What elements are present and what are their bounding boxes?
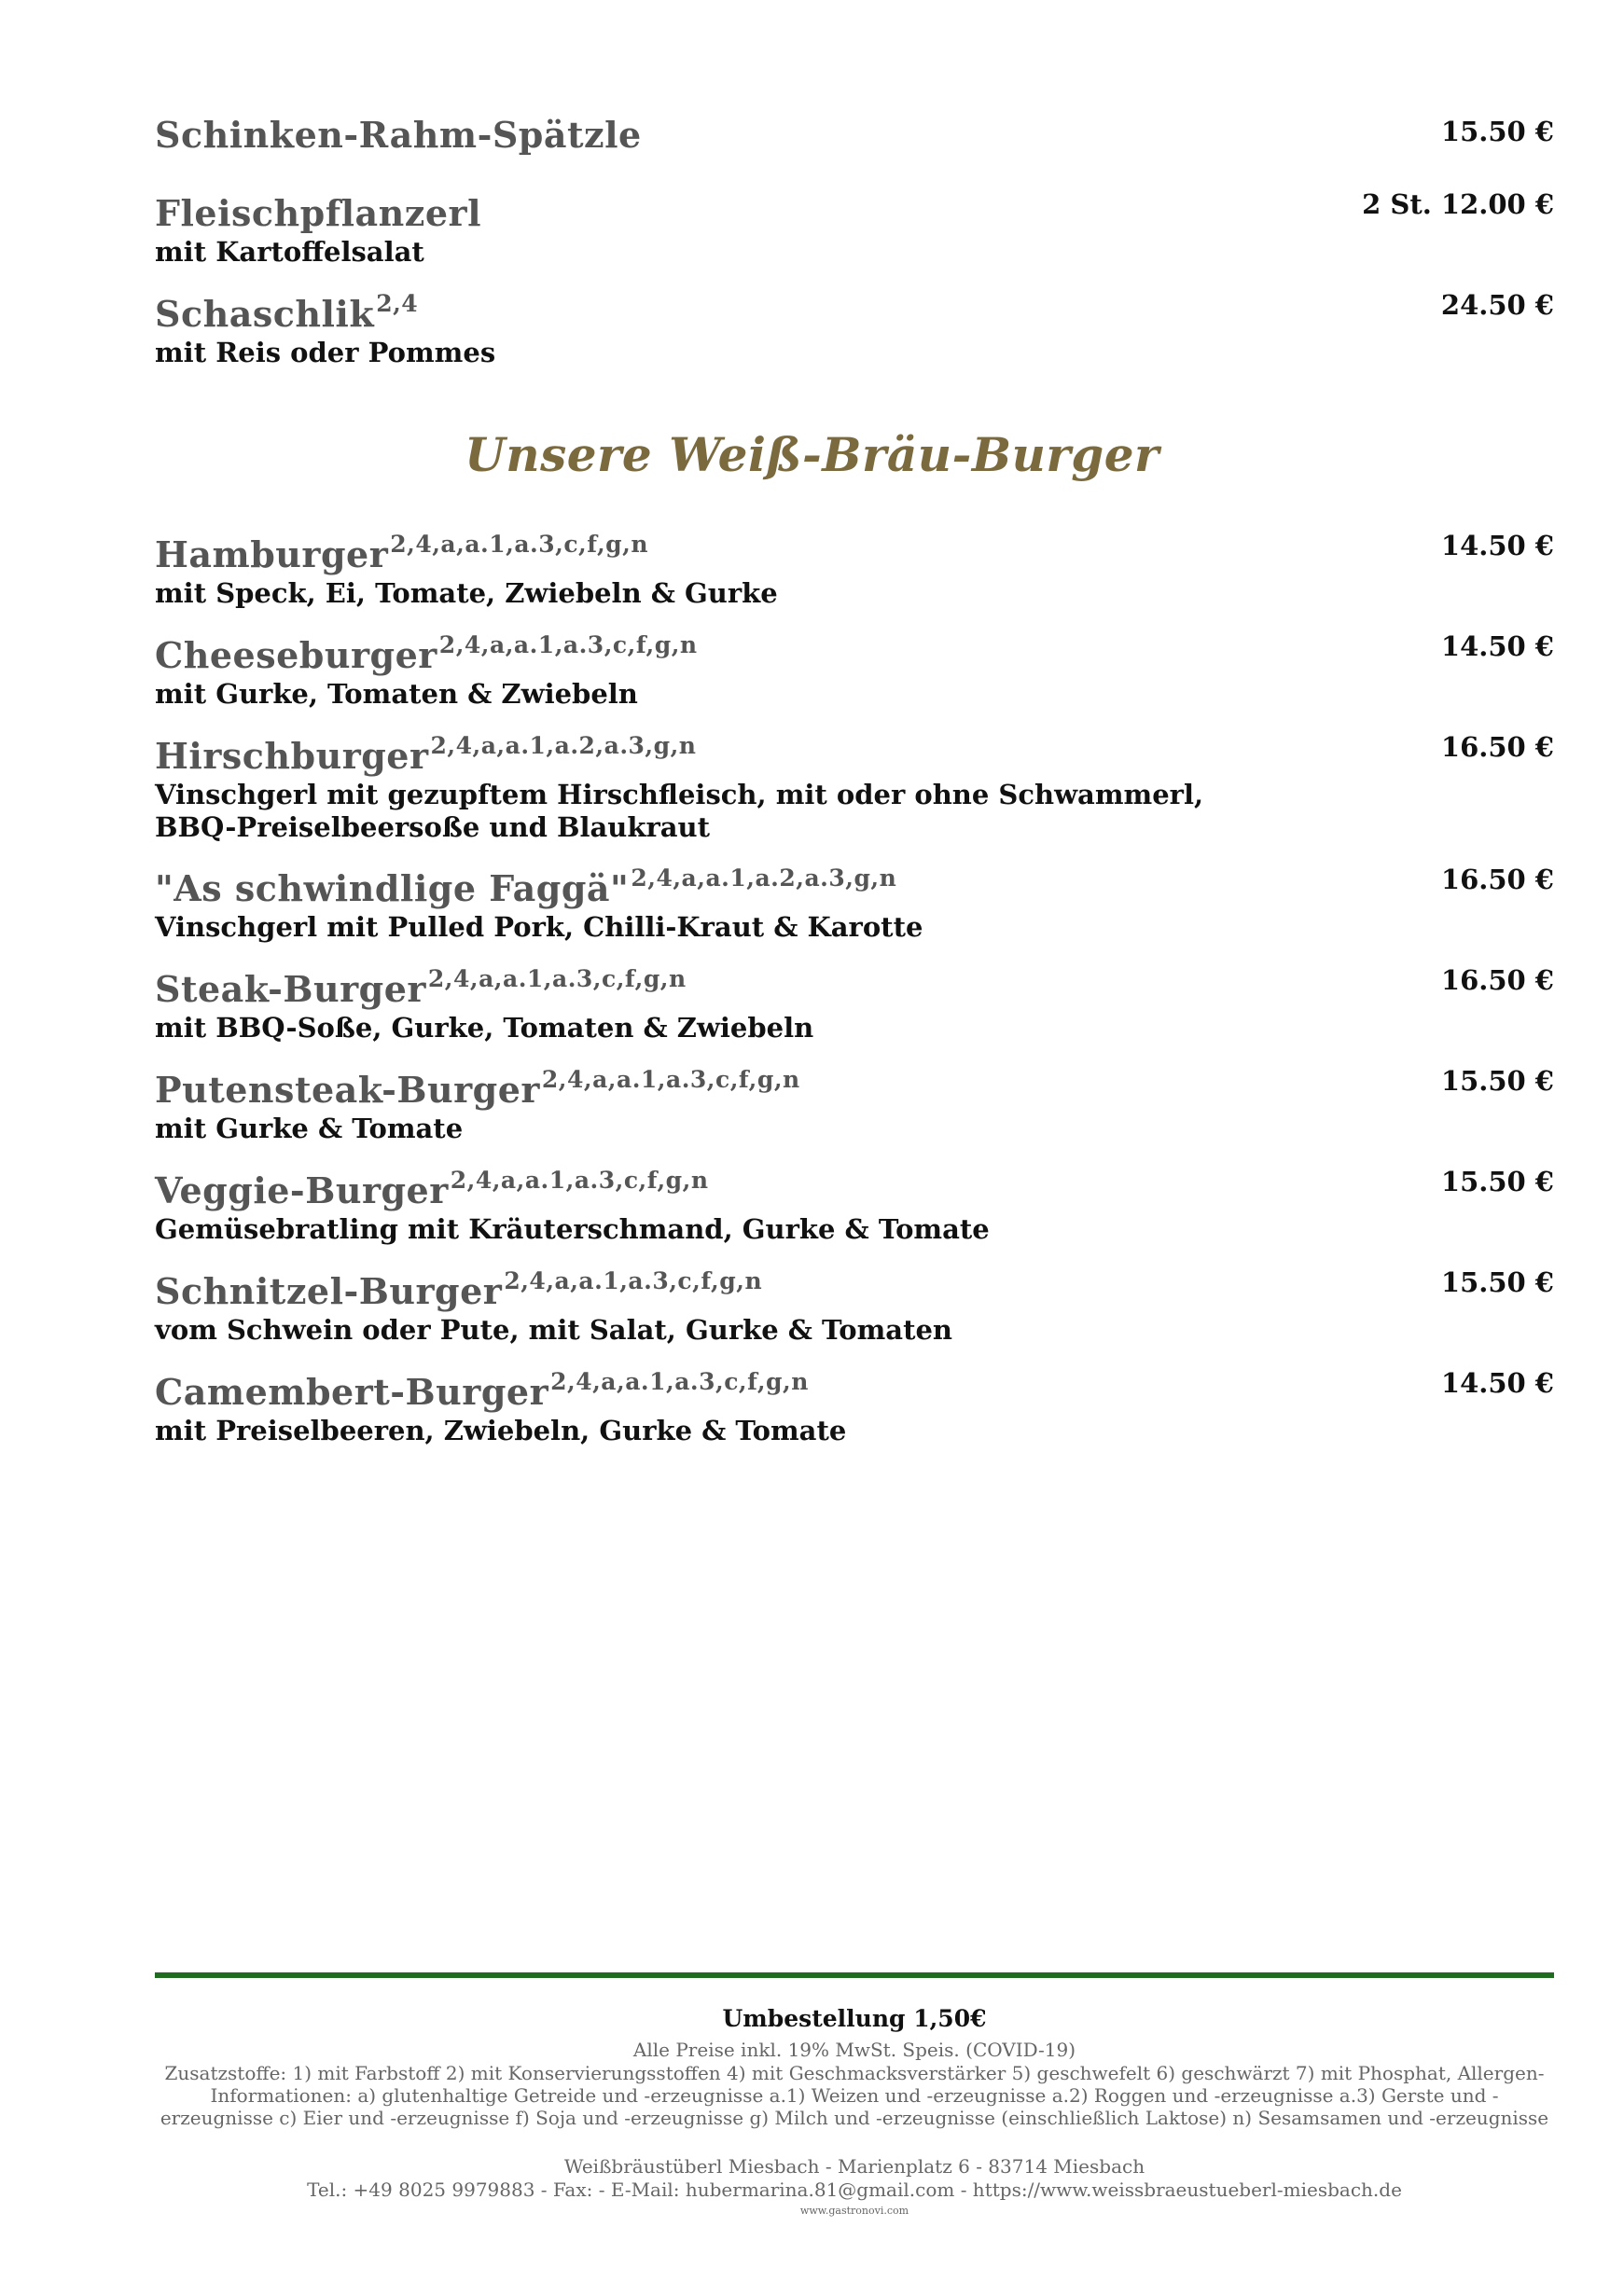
item-price: 24.50 € (1440, 289, 1554, 321)
item-name: Fleischpflanzerl (155, 192, 481, 234)
item-price: 15.50 € (1440, 1166, 1554, 1197)
item-name: Schinken-Rahm-Spätzle (155, 114, 642, 156)
item-price: 16.50 € (1440, 864, 1554, 895)
allergen-codes: 2,4,a,a.1,a.3,c,f,g,n (438, 631, 698, 658)
order-fee-note: Umbestellung 1,50€ (722, 2005, 987, 2032)
item-name: Hirschburger$^{2,4,a,a.1,a.2,a.3,g,n}$ (155, 732, 697, 777)
item-price: 14.50 € (1440, 1367, 1554, 1399)
item-price: 14.50 € (1440, 530, 1554, 561)
item-description: mit Kartoffelsalat (155, 236, 424, 268)
footer-divider (155, 1972, 1554, 1978)
item-name: Hamburger$^{2,4,a,a.1,a.3,c,f,g,n}$ (155, 531, 649, 575)
item-description: Vinschgerl mit gezupftem Hirschfleisch, mit oder ohne Schwammerl, BBQ-Preiselbeersoße und Blaukraut (155, 779, 1204, 843)
item-price: 14.50 € (1440, 630, 1554, 662)
item-price: 16.50 € (1440, 964, 1554, 996)
allergen-codes: 2,4,a,a.1,a.3,c,f,g,n (427, 965, 687, 992)
item-description: mit Gurke & Tomate (155, 1113, 464, 1144)
allergen-codes: 2,4,a,a.1,a.3,c,f,g,n (390, 531, 649, 558)
item-price: 15.50 € (1440, 116, 1554, 147)
item-description: Vinschgerl mit Pulled Pork, Chilli-Kraut & Karotte (155, 911, 923, 943)
section-title: Unsere Weiß-Bräu-Burger (465, 427, 1159, 482)
item-price: 15.50 € (1440, 1266, 1554, 1298)
item-description: vom Schwein oder Pute, mit Salat, Gurke & Tomaten (155, 1314, 953, 1346)
item-price: 15.50 € (1440, 1065, 1554, 1097)
item-name: Schnitzel-Burger$^{2,4,a,a.1,a.3,c,f,g,n}$ (155, 1267, 763, 1312)
vat-note: Alle Preise inkl. 19% MwSt. Speis. (COVID-19) (632, 2039, 1076, 2061)
item-price: 16.50 € (1440, 731, 1554, 763)
item-description: mit BBQ-Soße, Gurke, Tomaten & Zwiebeln (155, 1012, 814, 1044)
item-name: Putensteak-Burger$^{2,4,a,a.1,a.3,c,f,g,n}$ (155, 1066, 800, 1111)
allergen-codes: 2,4,a,a.1,a.3,c,f,g,n (541, 1066, 800, 1093)
item-name: Steak-Burger$^{2,4,a,a.1,a.3,c,f,g,n}$ (155, 965, 687, 1010)
allergen-codes: 2,4,a,a.1,a.3,c,f,g,n (550, 1368, 809, 1395)
credit-line: www.gastronovi.com (799, 2205, 909, 2217)
additives-allergens-info: Zusatzstoffe: 1) mit Farbstoff 2) mit Konservierungsstoffen 4) mit Geschmacksverstärker 5) geschwefelt 6) geschwärzt 7) mit Phosphat, Allergen-Informationen: a) glutenhaltige Getreide und -erzeugnisse a.1) Weizen und -erzeugnisse a.2) Roggen und -erzeugnisse a.3) Gerste und -erzeugnisse c) Eier und -erzeugnisse f) Soja und -erzeugnisse g) Milch und -erzeugnisse (einschließlich Laktose) n) Sesamsamen und -erzeugnisse (160, 2062, 1549, 2129)
allergen-codes: 2,4,a,a.1,a.3,c,f,g,n (504, 1267, 763, 1294)
item-name: Schaschlik$^{2,4}$ (155, 290, 419, 335)
allergen-codes: 2,4,a,a.1,a.2,a.3,g,n (631, 864, 897, 892)
item-description: mit Speck, Ei, Tomate, Zwiebeln & Gurke (155, 577, 778, 609)
item-description: mit Preiselbeeren, Zwiebeln, Gurke & Tomate (155, 1415, 847, 1446)
item-description: mit Gurke, Tomaten & Zwiebeln (155, 678, 638, 710)
item-name: Cheeseburger$^{2,4,a,a.1,a.3,c,f,g,n}$ (155, 631, 698, 676)
allergen-codes: 2,4,a,a.1,a.3,c,f,g,n (450, 1167, 709, 1194)
item-name: "As schwindlige Faggä"$^{2,4,a,a.1,a.2,a.3,g,n}$ (155, 864, 897, 909)
item-price: 2 St. 12.00 € (1362, 188, 1554, 220)
allergen-codes: 2,4,a,a.1,a.2,a.3,g,n (430, 732, 697, 759)
contact-line: Tel.: +49 8025 9979883 - Fax: - E-Mail: hubermarina.81@gmail.com - https://www.weissbraeustueberl-miesbach.de (307, 2178, 1402, 2201)
item-name: Camembert-Burger$^{2,4,a,a.1,a.3,c,f,g,n}$ (155, 1368, 809, 1413)
allergen-codes: 2,4 (376, 290, 419, 317)
item-description: Gemüsebratling mit Kräuterschmand, Gurke & Tomate (155, 1213, 990, 1245)
item-name: Veggie-Burger$^{2,4,a,a.1,a.3,c,f,g,n}$ (155, 1167, 709, 1211)
item-description: mit Reis oder Pommes (155, 337, 496, 368)
restaurant-address: Weißbräustüberl Miesbach - Marienplatz 6 - 83714 Miesbach (563, 2155, 1145, 2178)
